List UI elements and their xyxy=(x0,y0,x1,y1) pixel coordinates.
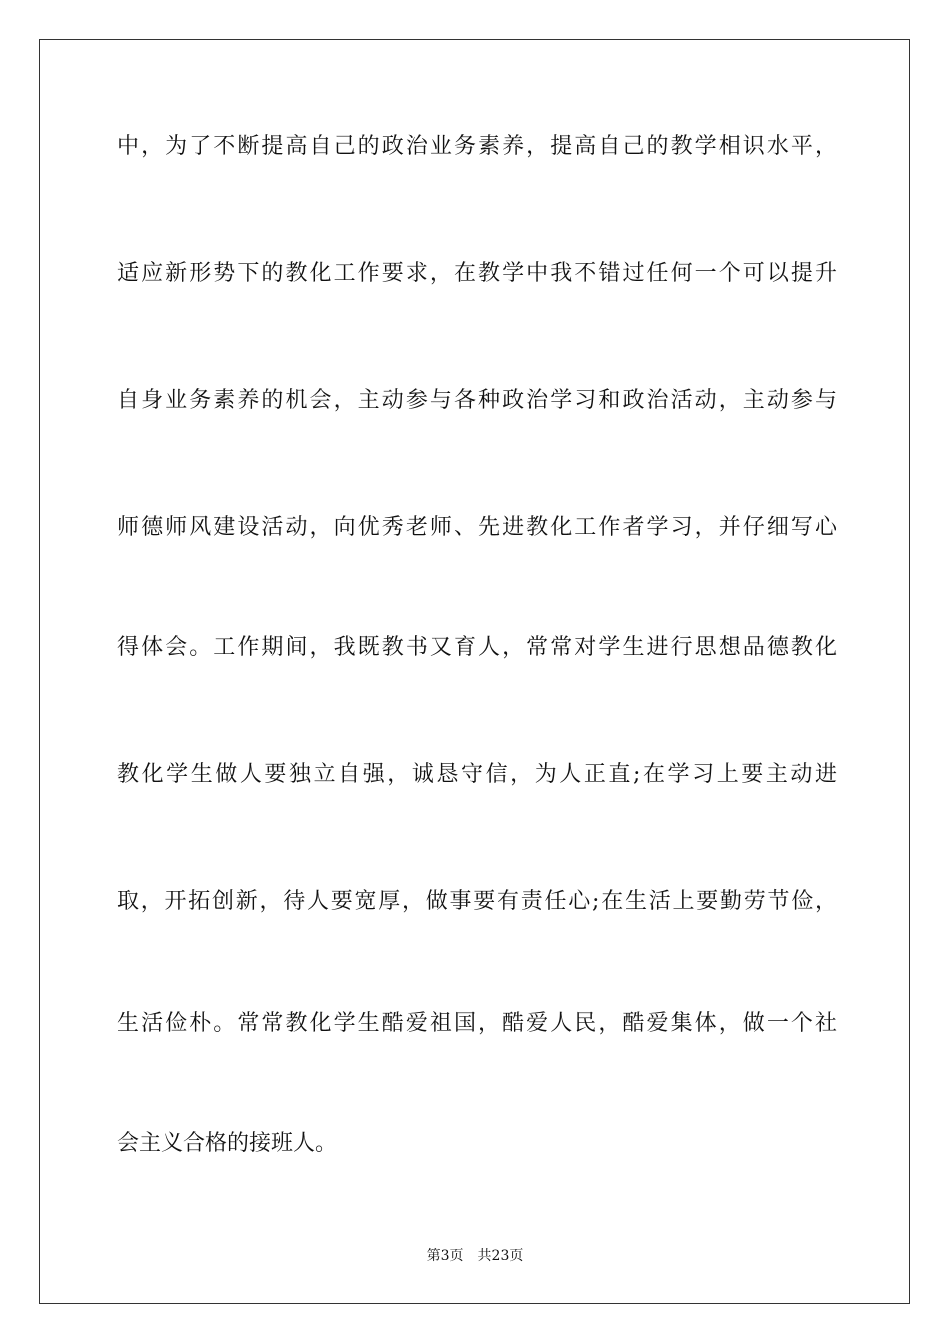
body-line-1: 中，为了不断提高自己的政治业务素养，提高自己的教学相识水平， xyxy=(117,134,837,159)
page-footer xyxy=(0,1247,950,1265)
total-pages: 共23页 xyxy=(477,1248,524,1264)
page-border xyxy=(39,39,910,1304)
body-line-8: 生活俭朴。常常教化学生酷爱祖国，酷爱人民，酷爱集体，做一个社 xyxy=(117,1011,837,1036)
body-line-2: 适应新形势下的教化工作要求，在教学中我不错过任何一个可以提升 xyxy=(117,261,837,286)
body-line-4: 师德师风建设活动，向优秀老师、先进教化工作者学习，并仔细写心 xyxy=(117,515,837,540)
body-line-9: 会主义合格的接班人。 xyxy=(117,1131,338,1156)
body-line-6: 教化学生做人要独立自强，诚恳守信，为人正直;在学习上要主动进 xyxy=(117,762,837,787)
body-line-7: 取，开拓创新，待人要宽厚，做事要有责任心;在生活上要勤劳节俭， xyxy=(117,889,837,914)
body-line-3: 自身业务素养的机会，主动参与各种政治学习和政治活动，主动参与 xyxy=(117,388,837,413)
body-line-5: 得体会。工作期间，我既教书又育人，常常对学生进行思想品德教化 xyxy=(117,635,837,660)
page-number: 第3页 xyxy=(426,1248,464,1264)
